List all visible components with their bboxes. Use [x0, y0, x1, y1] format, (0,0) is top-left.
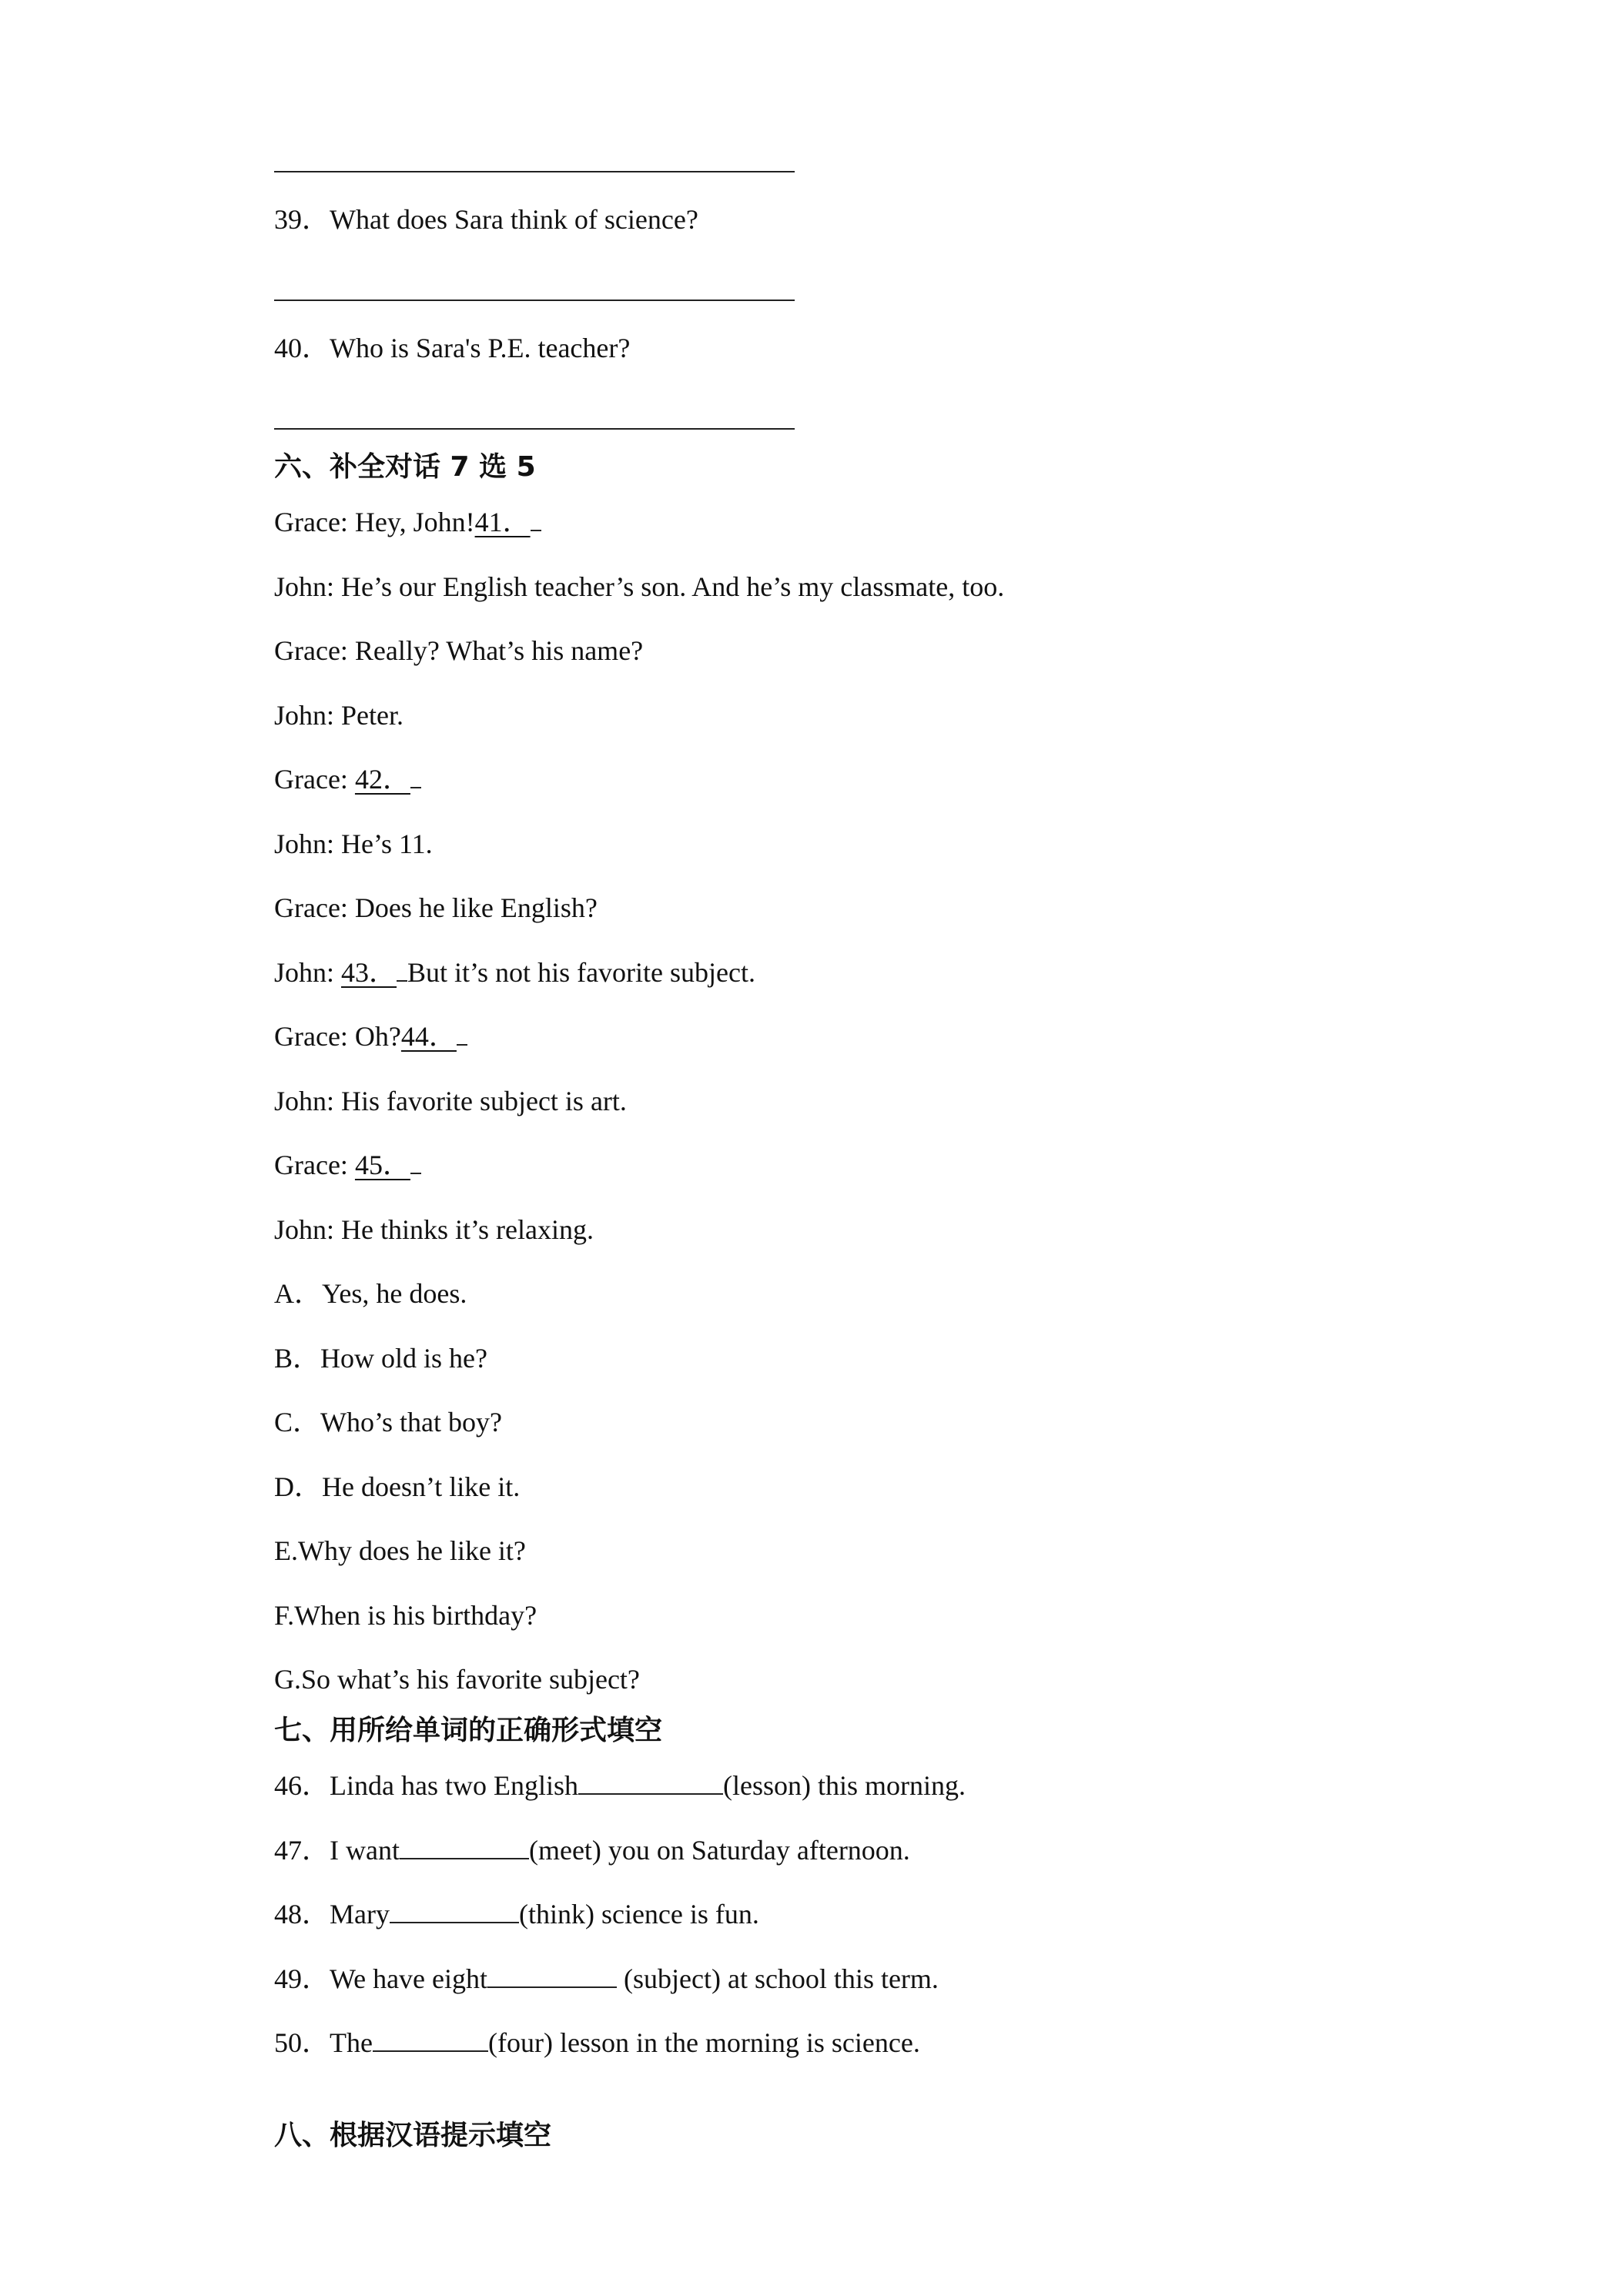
dialogue-line — [274, 698, 403, 732]
section-7-heading: 七、用所给单词的正确形式填空 — [274, 1715, 663, 1746]
dialogue-text: John: He’s our English teacher’s son. And he’s my classmate, too. — [274, 571, 1005, 602]
option-g: G.So what’s his favorite subject? — [274, 1664, 640, 1695]
dialogue-text: John: — [274, 957, 342, 988]
dialogue-text: Grace: Oh? — [274, 1021, 401, 1052]
dialogue-text: Grace: Really? What’s his name? — [274, 635, 644, 666]
fill-item-48 — [274, 1897, 759, 1931]
dialogue-text: John: Peter. — [274, 700, 403, 731]
fill-item-50 — [274, 2026, 920, 2060]
option-e: E.Why does he like it? — [274, 1535, 526, 1566]
dialogue-line — [274, 827, 433, 861]
fill-blank-47[interactable] — [400, 1835, 529, 1859]
answer-line-38 — [274, 171, 795, 172]
blank-44[interactable]: 44． — [400, 1021, 457, 1052]
dialogue-line — [274, 1213, 594, 1247]
dialogue-line — [274, 762, 421, 796]
dialogue-line — [274, 1019, 467, 1053]
fill-blank-49[interactable] — [487, 1963, 617, 1988]
dialogue-line — [274, 1084, 627, 1118]
blank-45[interactable]: 45． — [354, 1150, 410, 1180]
answer-line-39 — [274, 300, 795, 301]
dialogue-line — [274, 891, 598, 925]
fill-item-text: 49．We have eight — [274, 1963, 488, 1994]
blank-43[interactable]: 43． — [341, 957, 397, 988]
option-c: C．Who’s that boy? — [274, 1407, 502, 1438]
question-40 — [274, 331, 630, 365]
section-8-heading: 八、根据汉语提示填空 — [274, 2120, 552, 2151]
blank-42[interactable]: 42． — [354, 764, 410, 795]
dialogue-line — [274, 634, 643, 668]
dialogue-text: John: He thinks it’s relaxing. — [274, 1214, 594, 1245]
fill-item-text: 48．Mary — [274, 1899, 390, 1930]
fill-item-49 — [274, 1962, 939, 1996]
fill-item-hint: (four) lesson in the morning is science. — [487, 2027, 920, 2058]
question-40-text: 40．Who is Sara's P.E. teacher? — [274, 333, 631, 363]
question-39 — [274, 202, 698, 236]
fill-item-46 — [274, 1769, 966, 1802]
dialogue-text: John: He’s 11. — [274, 828, 433, 859]
dialogue-text: Grace: Hey, John! — [274, 507, 475, 537]
dialogue-line — [274, 1148, 421, 1182]
answer-line-40 — [274, 428, 795, 430]
fill-item-hint: (think) science is fun. — [518, 1899, 759, 1930]
dialogue-text: John: His favorite subject is art. — [274, 1086, 627, 1116]
dialogue-line — [274, 956, 755, 989]
dialogue-text-after: But it’s not his favorite subject. — [407, 957, 755, 988]
fill-item-hint: (lesson) this morning. — [722, 1770, 966, 1801]
dialogue-text: Grace: Does he like English? — [274, 892, 598, 923]
blank-41[interactable]: 41． — [474, 507, 531, 537]
option-d: D．He doesn’t like it. — [274, 1471, 521, 1502]
section-6-heading: 六、补全对话 7 选 5 — [274, 451, 536, 483]
fill-item-hint: (meet) you on Saturday afternoon. — [528, 1835, 910, 1866]
option-a: A．Yes, he does. — [274, 1278, 467, 1309]
fill-item-text: 46．Linda has two English — [274, 1770, 578, 1801]
fill-blank-46[interactable] — [578, 1770, 723, 1795]
fill-item-text: 47．I want — [274, 1835, 400, 1866]
dialogue-line — [274, 570, 1004, 604]
fill-item-text: 50．The — [274, 2027, 373, 2058]
fill-blank-48[interactable] — [390, 1899, 519, 1923]
fill-item-47 — [274, 1833, 910, 1867]
option-b: B．How old is he? — [274, 1343, 487, 1374]
question-39-text: 39．What does Sara think of science? — [274, 204, 698, 235]
dialogue-line — [274, 505, 541, 539]
option-f: F.When is his birthday? — [274, 1600, 537, 1631]
dialogue-text: Grace: — [274, 1150, 355, 1180]
fill-item-hint: (subject) at school this term. — [617, 1963, 939, 1994]
dialogue-text: Grace: — [274, 764, 355, 795]
fill-blank-50[interactable] — [373, 2027, 488, 2052]
